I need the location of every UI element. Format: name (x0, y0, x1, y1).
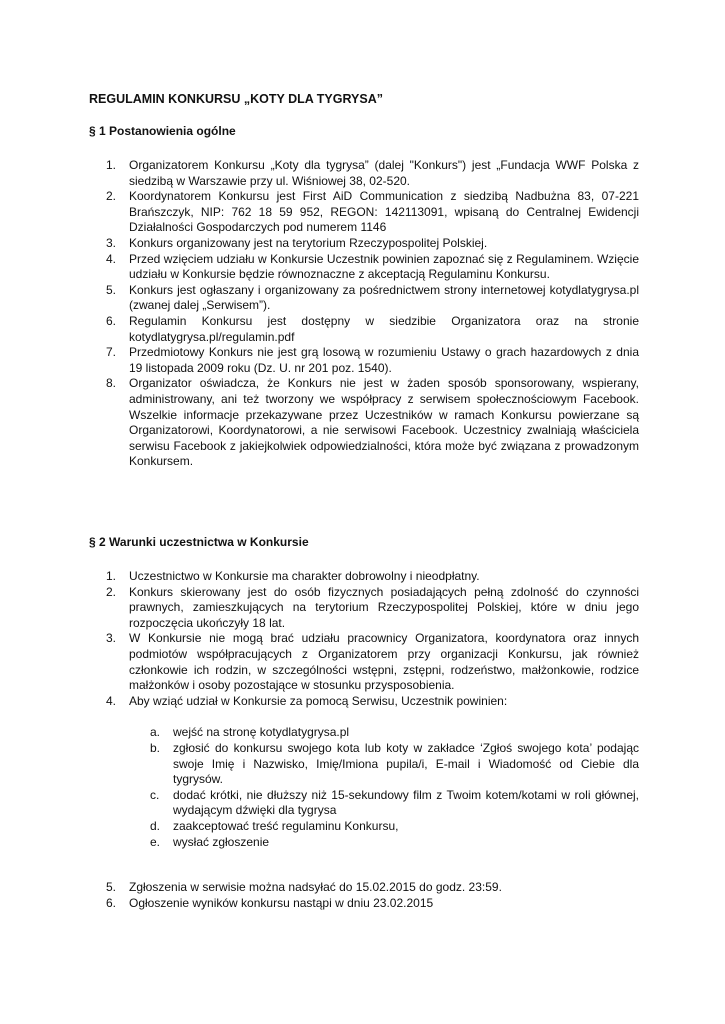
list-item (0, 694, 639, 850)
sub-list (0, 725, 639, 850)
list-item (0, 252, 639, 283)
list-item-text: W Konkursie nie mogą brać udziału pracownicy Organizatora, koordynatora oraz innych podmiotów współpracujących z Organizatorem przy organizacji Konkursu, jak również członkowie ich rodzin, w szczególności wstępni, zstępni, rodzeństwo, małżonkowie, rodzice małżonków i osoby pozostające w stosunku przysposobienia. (129, 631, 639, 693)
list-item (0, 283, 639, 314)
sub-item-text: zgłosić do konkursu swojego kota lub koty w zakładce ‘Zgłoś swojego kota’ podając swoje Imię i Nazwisko, Imię/Imiona pupila/i, E-mail i Wiadomość od Ciebie dla tygrysów. (173, 740, 639, 787)
list-item (0, 631, 639, 693)
list-item-text: Aby wziąć udział w Konkursie za pomocą Serwisu, Uczestnik powinien: (129, 693, 508, 708)
section-2-heading: § 2 Warunki uczestnictwa w Konkursie (89, 535, 309, 549)
sub-list-item (0, 788, 639, 819)
sub-list-item (0, 725, 639, 741)
list-item-text: Uczestnictwo w Konkursie ma charakter dobrowolny i nieodpłatny. (129, 569, 480, 583)
list-item-number: 5. (106, 880, 117, 894)
list-item (0, 158, 639, 189)
section-1-list (0, 158, 639, 470)
list-item-text: Koordynatorem Konkursu jest First AiD Communication z siedzibą Nadbużna 83, 07-221 Brańszczyk, NIP: 762 18 59 952, REGON: 142113091, wpisaną do Centralnej Ewidencji Działalności Gospodarczych pod numerem 1146 (129, 189, 639, 235)
list-item-text: Organizatorem Konkursu „Koty dla tygrysa” (dalej "Konkurs") jest „Fundacja WWF Polska z siedzibą w Warszawie przy ul. Wiśniowej 38, 02-520. (129, 158, 639, 188)
list-item-text: Konkurs skierowany jest do osób fizycznych posiadających pełną zdolność do czynności prawnych, zamieszkujących na terytorium Rzeczypospolitej Polskiej, które w dniu jego rozpoczęcia ukończyły 18 lat. (129, 584, 639, 630)
list-item-text: Konkurs jest ogłaszany i organizowany za pośrednictwem strony internetowej kotydlatygrysa.pl (zwanej dalej „Serwisem”). (129, 282, 639, 313)
sub-item-letter: a. (150, 725, 161, 740)
list-item-number: 4. (106, 693, 117, 708)
sub-list-item (0, 835, 639, 851)
list-item-number: 1. (106, 158, 117, 172)
list-item (0, 376, 639, 470)
list-item-number: 2. (106, 584, 117, 599)
sub-item-letter: e. (150, 834, 161, 849)
list-item-number: 1. (106, 569, 117, 583)
list-item (0, 236, 639, 252)
list-item-number: 6. (106, 313, 117, 328)
list-item-text: Zgłoszenia w serwisie można nadsyłać do 15.02.2015 do godz. 23:59. (129, 880, 502, 894)
list-item-text: Organizator oświadcza, że Konkurs nie jest w żaden sposób sponsorowany, wspierany, administrowany, ani też tworzony we współpracy z serwisem społecznościowym Facebook. Wszelkie informacje przekazywane przez Uczestników w ramach Konkursu powierzane są Organizatorowi, Koordynatorowi, a nie serwisowi Facebook. Uczestnicy zwalniają właściciela serwisu Facebook z jakiejkolwiek odpowiedzialności, która może być związana z prowadzonym Konkursem. (129, 376, 639, 469)
sub-item-letter: d. (150, 818, 161, 833)
list-item-number: 7. (106, 345, 117, 360)
list-item (0, 880, 639, 896)
list-item (0, 585, 639, 632)
sub-item-letter: c. (150, 787, 160, 802)
list-item-number: 5. (106, 282, 117, 297)
list-item-number: 6. (106, 895, 117, 910)
list-item-number: 8. (106, 376, 117, 391)
section-2-list (0, 569, 639, 850)
sub-item-text: dodać krótki, nie dłuższy niż 15-sekundowy film z Twoim kotem/kotami w roli głównej, wydającym dźwięki dla tygrysa (173, 787, 639, 818)
section-1-heading: § 1 Postanowienia ogólne (89, 124, 236, 138)
list-item-text: Przedmiotowy Konkurs nie jest grą losową w rozumieniu Ustawy o grach hazardowych z dnia 19 listopada 2009 roku (Dz. U. nr 201 poz. 1540). (129, 345, 639, 375)
document-title: REGULAMIN KONKURSU „KOTY DLA TYGRYSA” (89, 92, 383, 106)
list-item (0, 345, 639, 376)
list-item-text: Ogłoszenie wyników konkursu nastąpi w dniu 23.02.2015 (129, 895, 434, 910)
list-item (0, 189, 639, 236)
list-item (0, 314, 639, 345)
sub-item-text: wysłać zgłoszenie (173, 834, 270, 849)
list-item-text: Konkurs organizowany jest na terytorium Rzeczypospolitej Polskiej. (129, 235, 488, 250)
section-2-list-continued (0, 880, 639, 911)
sub-list-item (0, 741, 639, 788)
list-item (0, 569, 639, 585)
sub-item-text: zaakceptować treść regulaminu Konkursu, (173, 818, 399, 833)
list-item-text: Regulamin Konkursu jest dostępny w siedzibie Organizatora oraz na stronie kotydlatygrysa.pl/regulamin.pdf (129, 313, 639, 344)
list-item-number: 2. (106, 189, 117, 204)
sub-item-letter: b. (150, 740, 161, 755)
list-item (0, 896, 639, 912)
list-item-number: 3. (106, 631, 117, 646)
list-item-number: 3. (106, 235, 117, 250)
sub-list-item (0, 819, 639, 835)
sub-item-text: wejść na stronę kotydlatygrysa.pl (173, 725, 350, 740)
list-item-text: Przed wzięciem udziału w Konkursie Uczestnik powinien zapoznać się z Regulaminem. Wzięcie udziału w Konkursie będzie równoznaczne z akceptacją Regulaminu Konkursu. (129, 251, 639, 282)
list-item-number: 4. (106, 251, 117, 266)
